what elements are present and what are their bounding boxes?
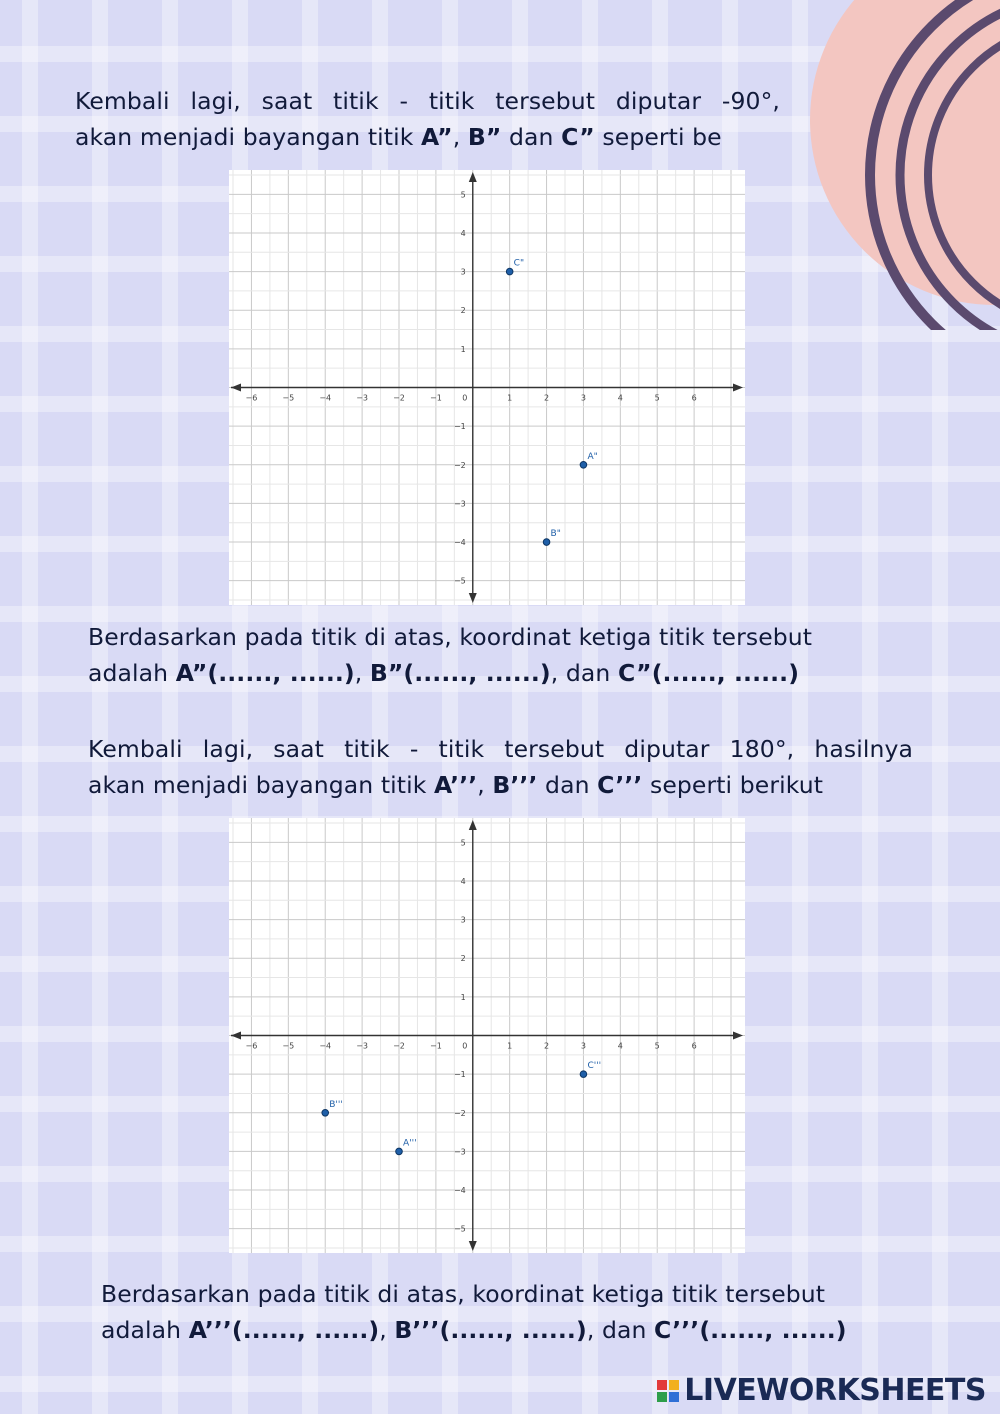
y-tick-label: −4 bbox=[453, 538, 466, 548]
x-tick-label: 1 bbox=[507, 393, 513, 403]
y-tick-label: −2 bbox=[453, 460, 466, 470]
x-tick-label: −4 bbox=[319, 1041, 332, 1051]
point-label-b2: B” bbox=[467, 123, 502, 151]
section1-answer bbox=[88, 619, 913, 691]
y-tick-label: −1 bbox=[453, 1070, 466, 1080]
answer-blank-c2: C”(......, ......) bbox=[617, 659, 800, 687]
answer-blank-b2: B”(......, ......) bbox=[369, 659, 551, 687]
y-tick-label: 1 bbox=[460, 344, 466, 354]
data-point bbox=[580, 461, 587, 468]
point-label-c3: C’’’ bbox=[597, 771, 643, 799]
y-tick-label: 2 bbox=[460, 306, 466, 316]
y-tick-label: −5 bbox=[453, 576, 466, 586]
x-tick-label: 2 bbox=[544, 393, 550, 403]
x-tick-label: 3 bbox=[580, 393, 586, 403]
data-point bbox=[506, 268, 513, 275]
section2-intro-line1: Kembali lagi, saat titik - titik tersebut diputar 180°, hasilnya bbox=[88, 735, 913, 763]
data-point-label: A''' bbox=[403, 1138, 417, 1149]
y-tick-label: 2 bbox=[460, 954, 466, 964]
liveworksheets-logo-icon bbox=[656, 1379, 680, 1403]
x-tick-label: 5 bbox=[654, 1041, 660, 1051]
section1-answer-line2: adalah A”(......, ......), B”(......, ......), dan C”(......, ......) bbox=[88, 659, 800, 687]
x-tick-label: 5 bbox=[654, 393, 660, 403]
x-axis-arrow-right bbox=[733, 384, 743, 392]
section1-intro-line2: akan menjadi bayangan titik A”, B” dan C” seperti be bbox=[75, 123, 722, 151]
x-tick-label: 1 bbox=[507, 1041, 513, 1051]
data-point bbox=[580, 1071, 587, 1078]
data-point-label: C''' bbox=[587, 1061, 602, 1072]
point-label-b3: B’’’ bbox=[492, 771, 538, 799]
data-point bbox=[543, 539, 550, 546]
coordinate-graph-1 bbox=[229, 170, 745, 605]
y-axis-arrow-down bbox=[469, 1241, 477, 1251]
coordinate-graph-2 bbox=[229, 818, 745, 1253]
section1-intro bbox=[75, 83, 780, 155]
x-tick-label: −3 bbox=[356, 1041, 369, 1051]
x-tick-label: −3 bbox=[356, 393, 369, 403]
y-tick-label: 3 bbox=[460, 915, 466, 925]
x-tick-label: 0 bbox=[462, 1041, 468, 1051]
x-tick-label: −5 bbox=[282, 393, 295, 403]
y-tick-label: 5 bbox=[460, 838, 466, 848]
data-point bbox=[322, 1109, 329, 1116]
x-tick-label: 6 bbox=[691, 1041, 697, 1051]
liveworksheets-logo[interactable] bbox=[656, 1373, 986, 1408]
y-tick-label: −3 bbox=[453, 1147, 466, 1157]
data-point-label: A" bbox=[587, 451, 598, 462]
answer-blank-c3: C’’’(......, ......) bbox=[654, 1316, 847, 1344]
section1-answer-line1: Berdasarkan pada titik di atas, koordinat ketiga titik tersebut bbox=[88, 623, 813, 651]
answer-blank-a2: A”(......, ......) bbox=[175, 659, 355, 687]
point-label-c2: C” bbox=[561, 123, 595, 151]
x-tick-label: 3 bbox=[580, 1041, 586, 1051]
data-point-label: C" bbox=[513, 258, 525, 269]
answer-blank-b3: B’’’(......, ......) bbox=[394, 1316, 587, 1344]
y-tick-label: −5 bbox=[453, 1224, 466, 1234]
x-tick-label: 0 bbox=[462, 393, 468, 403]
y-tick-label: −1 bbox=[453, 422, 466, 432]
y-tick-label: −4 bbox=[453, 1186, 466, 1196]
y-axis-arrow-down bbox=[469, 593, 477, 603]
section2-answer-line2: adalah A’’’(......, ......), B’’’(......, ......), dan C’’’(......, ......) bbox=[101, 1316, 847, 1344]
x-tick-label: 4 bbox=[617, 1041, 623, 1051]
data-point-label: B" bbox=[550, 529, 561, 540]
x-tick-label: 6 bbox=[691, 393, 697, 403]
corner-decoration bbox=[780, 0, 1000, 330]
answer-blank-a3: A’’’(......, ......) bbox=[188, 1316, 380, 1344]
point-label-a3: A’’’ bbox=[434, 771, 478, 799]
x-tick-label: −5 bbox=[282, 1041, 295, 1051]
y-tick-label: 4 bbox=[460, 228, 466, 238]
y-tick-label: 3 bbox=[460, 267, 466, 277]
brand-name: LIVEWORKSHEETS bbox=[684, 1373, 986, 1408]
x-tick-label: 2 bbox=[544, 1041, 550, 1051]
y-tick-label: 4 bbox=[460, 876, 466, 886]
x-tick-label: −2 bbox=[393, 393, 405, 403]
x-tick-label: −6 bbox=[245, 393, 258, 403]
point-label-a2: A” bbox=[421, 123, 453, 151]
x-tick-label: −4 bbox=[319, 393, 332, 403]
x-tick-label: −6 bbox=[245, 1041, 258, 1051]
x-tick-label: −1 bbox=[429, 1041, 442, 1051]
y-axis-arrow-up bbox=[469, 820, 477, 830]
y-tick-label: 5 bbox=[460, 190, 466, 200]
section1-intro-line1: Kembali lagi, saat titik - titik tersebut diputar -90°, bbox=[75, 87, 780, 115]
section2-answer bbox=[101, 1276, 931, 1348]
section2-answer-line1: Berdasarkan pada titik di atas, koordinat ketiga titik tersebut bbox=[101, 1280, 826, 1308]
data-point-label: B''' bbox=[329, 1099, 343, 1110]
y-axis-arrow-up bbox=[469, 172, 477, 182]
y-tick-label: −2 bbox=[453, 1108, 466, 1118]
x-tick-label: 4 bbox=[617, 393, 623, 403]
x-tick-label: −1 bbox=[429, 393, 442, 403]
data-point bbox=[396, 1148, 403, 1155]
section2-intro-line2: akan menjadi bayangan titik A’’’, B’’’ dan C’’’ seperti berikut bbox=[88, 771, 824, 799]
x-axis-arrow-right bbox=[733, 1032, 743, 1040]
y-tick-label: 1 bbox=[460, 992, 466, 1002]
section2-intro bbox=[88, 731, 913, 803]
x-tick-label: −2 bbox=[393, 1041, 405, 1051]
y-tick-label: −3 bbox=[453, 499, 466, 509]
